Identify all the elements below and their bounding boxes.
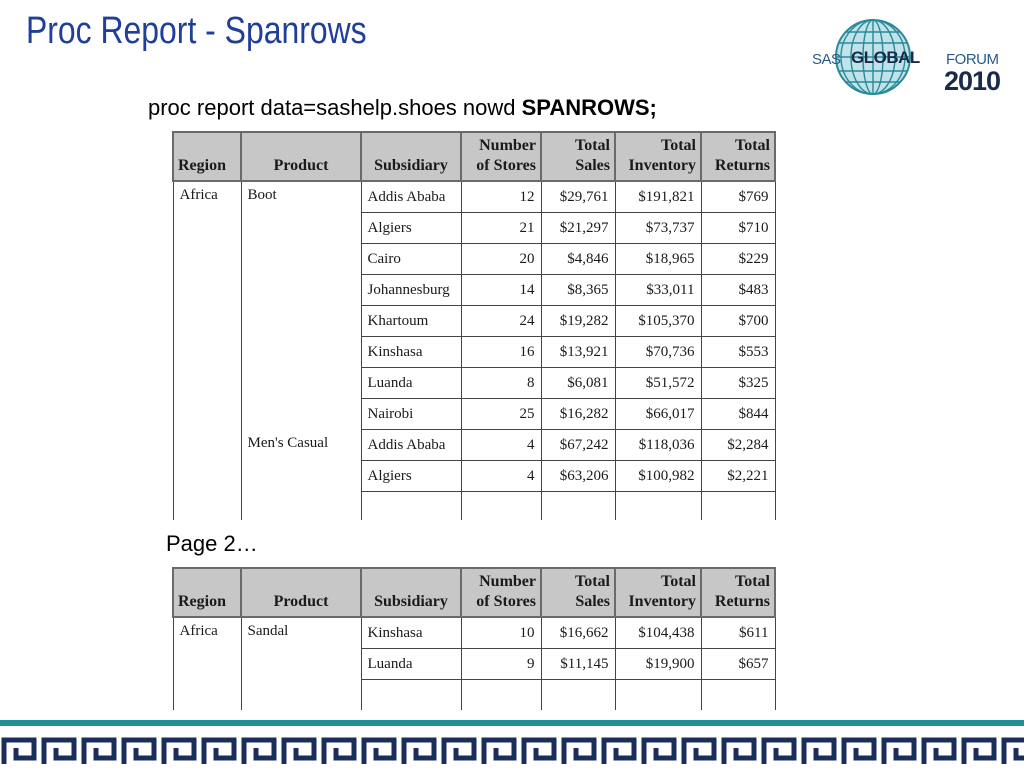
subsidiary-cell: Addis Ababa bbox=[361, 430, 461, 461]
stores-cell: 20 bbox=[461, 244, 541, 275]
subsidiary-cell: Nairobi bbox=[361, 399, 461, 430]
header-number-of-stores: Number of Stores bbox=[461, 132, 541, 181]
sales-cell: $67,242 bbox=[541, 430, 615, 461]
returns-cell: $657 bbox=[701, 649, 775, 680]
report-table-page-1 bbox=[172, 131, 792, 520]
header-region: Region bbox=[173, 132, 241, 181]
header-total-inventory: Total Inventory bbox=[615, 568, 701, 617]
returns-cell: $700 bbox=[701, 306, 775, 337]
code-keyword: SPANROWS; bbox=[521, 95, 657, 120]
empty-cell bbox=[701, 680, 775, 711]
inventory-cell: $18,965 bbox=[615, 244, 701, 275]
subsidiary-cell: Kinshasa bbox=[361, 337, 461, 368]
product-cell: Sandal bbox=[241, 617, 361, 710]
code-prefix: proc report data=sashelp.shoes nowd bbox=[148, 95, 522, 120]
report-table bbox=[172, 131, 776, 520]
header-row bbox=[173, 568, 775, 617]
stores-cell: 25 bbox=[461, 399, 541, 430]
product-cell: Boot bbox=[241, 181, 361, 430]
logo-sas-text: SAS bbox=[812, 51, 841, 68]
header-row bbox=[173, 132, 775, 181]
sales-cell: $4,846 bbox=[541, 244, 615, 275]
empty-cell bbox=[541, 492, 615, 521]
returns-cell: $325 bbox=[701, 368, 775, 399]
sales-cell: $8,365 bbox=[541, 275, 615, 306]
table-row bbox=[173, 181, 775, 213]
sales-cell: $11,145 bbox=[541, 649, 615, 680]
empty-cell bbox=[615, 680, 701, 711]
sales-cell: $21,297 bbox=[541, 213, 615, 244]
empty-cell bbox=[361, 680, 461, 711]
header-total-inventory: Total Inventory bbox=[615, 132, 701, 181]
stores-cell: 24 bbox=[461, 306, 541, 337]
inventory-cell: $100,982 bbox=[615, 461, 701, 492]
page-2-label: Page 2… bbox=[166, 531, 258, 556]
table-row bbox=[173, 617, 775, 649]
code-line bbox=[148, 95, 657, 121]
returns-cell: $2,284 bbox=[701, 430, 775, 461]
returns-cell: $844 bbox=[701, 399, 775, 430]
header-number-of-stores: Number of Stores bbox=[461, 568, 541, 617]
report-table-page-2 bbox=[172, 567, 792, 710]
returns-cell: $2,221 bbox=[701, 461, 775, 492]
stores-cell: 9 bbox=[461, 649, 541, 680]
inventory-cell: $33,011 bbox=[615, 275, 701, 306]
header-total-returns: Total Returns bbox=[701, 568, 775, 617]
returns-cell: $710 bbox=[701, 213, 775, 244]
inventory-cell: $104,438 bbox=[615, 617, 701, 649]
subsidiary-cell: Algiers bbox=[361, 461, 461, 492]
stores-cell: 21 bbox=[461, 213, 541, 244]
region-cell: Africa bbox=[173, 617, 241, 710]
empty-cell bbox=[615, 492, 701, 521]
returns-cell: $553 bbox=[701, 337, 775, 368]
report-table bbox=[172, 567, 776, 710]
subsidiary-cell: Kinshasa bbox=[361, 617, 461, 649]
stores-cell: 10 bbox=[461, 617, 541, 649]
stores-cell: 12 bbox=[461, 181, 541, 213]
subsidiary-cell: Khartoum bbox=[361, 306, 461, 337]
stores-cell: 4 bbox=[461, 430, 541, 461]
product-cell: Men's Casual bbox=[241, 430, 361, 521]
subsidiary-cell: Algiers bbox=[361, 213, 461, 244]
returns-cell: $229 bbox=[701, 244, 775, 275]
subsidiary-cell: Addis Ababa bbox=[361, 181, 461, 213]
region-cell: Africa bbox=[173, 181, 241, 520]
empty-cell bbox=[461, 680, 541, 711]
stores-cell: 16 bbox=[461, 337, 541, 368]
inventory-cell: $70,736 bbox=[615, 337, 701, 368]
inventory-cell: $105,370 bbox=[615, 306, 701, 337]
inventory-cell: $19,900 bbox=[615, 649, 701, 680]
subsidiary-cell: Cairo bbox=[361, 244, 461, 275]
header-subsidiary: Subsidiary bbox=[361, 132, 461, 181]
sales-cell: $16,282 bbox=[541, 399, 615, 430]
sales-cell: $19,282 bbox=[541, 306, 615, 337]
returns-cell: $769 bbox=[701, 181, 775, 213]
logo-year-text: 2010 bbox=[944, 66, 1001, 96]
inventory-cell: $66,017 bbox=[615, 399, 701, 430]
empty-cell bbox=[461, 492, 541, 521]
empty-cell bbox=[541, 680, 615, 711]
header-product: Product bbox=[241, 132, 361, 181]
subsidiary-cell: Johannesburg bbox=[361, 275, 461, 306]
slide-title: Proc Report - Spanrows bbox=[26, 10, 367, 52]
header-total-returns: Total Returns bbox=[701, 132, 775, 181]
empty-cell bbox=[361, 492, 461, 521]
header-total-sales: Total Sales bbox=[541, 132, 615, 181]
header-product: Product bbox=[241, 568, 361, 617]
stores-cell: 8 bbox=[461, 368, 541, 399]
header-region: Region bbox=[173, 568, 241, 617]
subsidiary-cell: Luanda bbox=[361, 368, 461, 399]
inventory-cell: $73,737 bbox=[615, 213, 701, 244]
sales-cell: $16,662 bbox=[541, 617, 615, 649]
sales-cell: $63,206 bbox=[541, 461, 615, 492]
table-row bbox=[173, 430, 775, 461]
returns-cell: $483 bbox=[701, 275, 775, 306]
sales-cell: $29,761 bbox=[541, 181, 615, 213]
returns-cell: $611 bbox=[701, 617, 775, 649]
stores-cell: 14 bbox=[461, 275, 541, 306]
inventory-cell: $118,036 bbox=[615, 430, 701, 461]
logo-forum-text: FORUM bbox=[946, 51, 999, 68]
sales-cell: $6,081 bbox=[541, 368, 615, 399]
sales-cell: $13,921 bbox=[541, 337, 615, 368]
header-total-sales: Total Sales bbox=[541, 568, 615, 617]
header-subsidiary: Subsidiary bbox=[361, 568, 461, 617]
sas-global-forum-logo bbox=[812, 18, 1012, 98]
subsidiary-cell: Luanda bbox=[361, 649, 461, 680]
inventory-cell: $51,572 bbox=[615, 368, 701, 399]
footer-pattern-band bbox=[0, 718, 1024, 768]
empty-cell bbox=[701, 492, 775, 521]
inventory-cell: $191,821 bbox=[615, 181, 701, 213]
logo-global-text: GLOBAL bbox=[851, 48, 920, 67]
stores-cell: 4 bbox=[461, 461, 541, 492]
